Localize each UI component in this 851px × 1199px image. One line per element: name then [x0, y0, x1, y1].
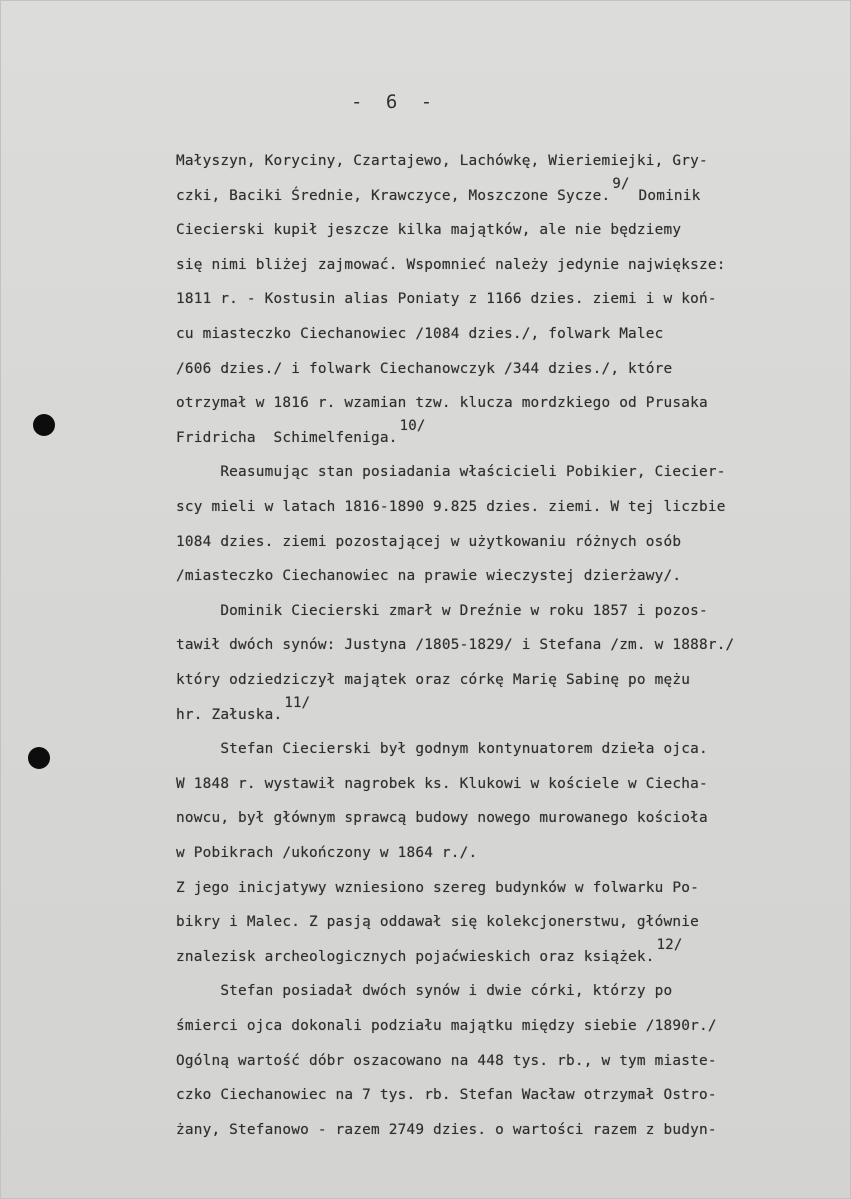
line-text: 1811 r. - Kostusin alias Poniaty z 1166 dzies. ziemi i w koń-: [176, 291, 717, 308]
text-line: [176, 499, 726, 515]
line-text: Dominik Ciecierski zmarł w Dreźnie w roku 1857 i pozos-: [176, 602, 708, 619]
line-text: Ogólną wartość dóbr oszacowano na 448 tys. rb., w tym miaste-: [176, 1052, 717, 1069]
line-text: /miasteczko Ciechanowiec na prawie wieczystej dzierżawy/.: [176, 568, 682, 585]
line-text: się nimi bliżej zajmować. Wspomnieć należy jedynie największe:: [176, 256, 726, 273]
text-line: [176, 936, 683, 965]
punch-hole: [28, 747, 50, 769]
line-text: W 1848 r. wystawił nagrobek ks. Klukowi w kościele w Ciecha-: [176, 775, 708, 792]
line-text: żany, Stefanowo - razem 2749 dzies. o wartości razem z budyn-: [176, 1121, 717, 1138]
text-line: [176, 694, 311, 723]
text-line: [176, 1122, 717, 1138]
line-text: czki, Baciki Średnie, Krawczyce, Moszczone Sycze.: [176, 187, 611, 204]
text-line: [176, 741, 708, 757]
text-line: [176, 222, 681, 238]
text-line: [176, 1087, 717, 1103]
line-text: w Pobikrach /ukończony w 1864 r./.: [176, 845, 478, 861]
line-text: 1084 dzies. ziemi pozostającej w użytkowaniu różnych osób: [176, 533, 682, 550]
line-text: śmierci ojca dokonali podziału majątku między siebie /1890r./: [176, 1018, 717, 1034]
line-text: hr. Załuska.: [176, 706, 283, 723]
line-text: scy mieli w latach 1816-1890 9.825 dzies. ziemi. W tej liczbie: [176, 499, 726, 515]
text-line: [176, 534, 681, 550]
text-line: [176, 417, 426, 446]
line-text: Ciecierski kupił jeszcze kilka majątków, ale nie będziemy: [176, 222, 682, 239]
line-text: cu miasteczko Ciechanowiec /1084 dzies./, folwark Malec: [176, 326, 664, 342]
line-text: tawił dwóch synów: Justyna /1805-1829/ i Stefana /zm. w 1888r./: [176, 637, 735, 654]
text-line: [176, 464, 726, 480]
text-line: [176, 1018, 717, 1034]
punch-hole: [33, 414, 55, 436]
text-line: [176, 568, 681, 584]
text-line: [176, 637, 734, 653]
footnote-marker: 10/: [399, 417, 426, 434]
footnote-marker: 12/: [656, 936, 683, 953]
text-line: [176, 776, 708, 792]
text-line: [176, 395, 708, 411]
text-line: [176, 153, 708, 169]
line-text: Fridricha Schimelfeniga.: [176, 429, 398, 446]
line-text: Stefan Ciecierski był godnym kontynuatorem dzieła ojca.: [176, 741, 708, 758]
text-line: [176, 983, 672, 999]
line-text: bikry i Malec. Z pasją oddawał się kolekcjonerstwu, głównie: [176, 914, 699, 931]
text-line: [176, 845, 477, 861]
line-text: /606 dzies./ i folwark Ciechanowczyk /344 dzies./, które: [176, 360, 673, 377]
text-line: [176, 257, 726, 273]
text-line: [176, 175, 701, 204]
line-text: Małyszyn, Koryciny, Czartajewo, Lachówkę, Wieriemiejki, Gry-: [176, 153, 708, 169]
text-line: [176, 1053, 717, 1069]
text-line: [176, 326, 664, 342]
line-text: Z jego inicjatywy wzniesiono szereg budynków w folwarku Po-: [176, 879, 699, 896]
text-line: [176, 880, 699, 896]
text-line: [176, 672, 690, 688]
footnote-marker: 9/: [612, 175, 630, 192]
line-text: otrzymał w 1816 r. wzamian tzw. klucza mordzkiego od Prusaka: [176, 395, 708, 412]
page-number: - 6 -: [351, 91, 439, 113]
text-line: [176, 810, 708, 826]
line-text: Stefan posiadał dwóch synów i dwie córki, którzy po: [176, 983, 673, 1000]
line-text: znalezisk archeologicznych pojaćwieskich oraz książek.: [176, 948, 655, 965]
line-text: który odziedziczył majątek oraz córkę Marię Sabinę po mężu: [176, 672, 691, 688]
line-text: nowcu, był głównym sprawcą budowy nowego murowanego kościoła: [176, 810, 708, 827]
text-line: [176, 914, 699, 930]
text-line: [176, 603, 708, 619]
footnote-marker: 11/: [284, 694, 311, 711]
line-text: Reasumując stan posiadania właścicieli Pobikier, Ciecier-: [176, 464, 726, 481]
text-line: [176, 361, 672, 377]
line-text: czko Ciechanowiec na 7 tys. rb. Stefan Wacław otrzymał Ostro-: [176, 1087, 717, 1104]
line-text-continued: Dominik: [629, 187, 701, 204]
text-line: [176, 291, 717, 307]
